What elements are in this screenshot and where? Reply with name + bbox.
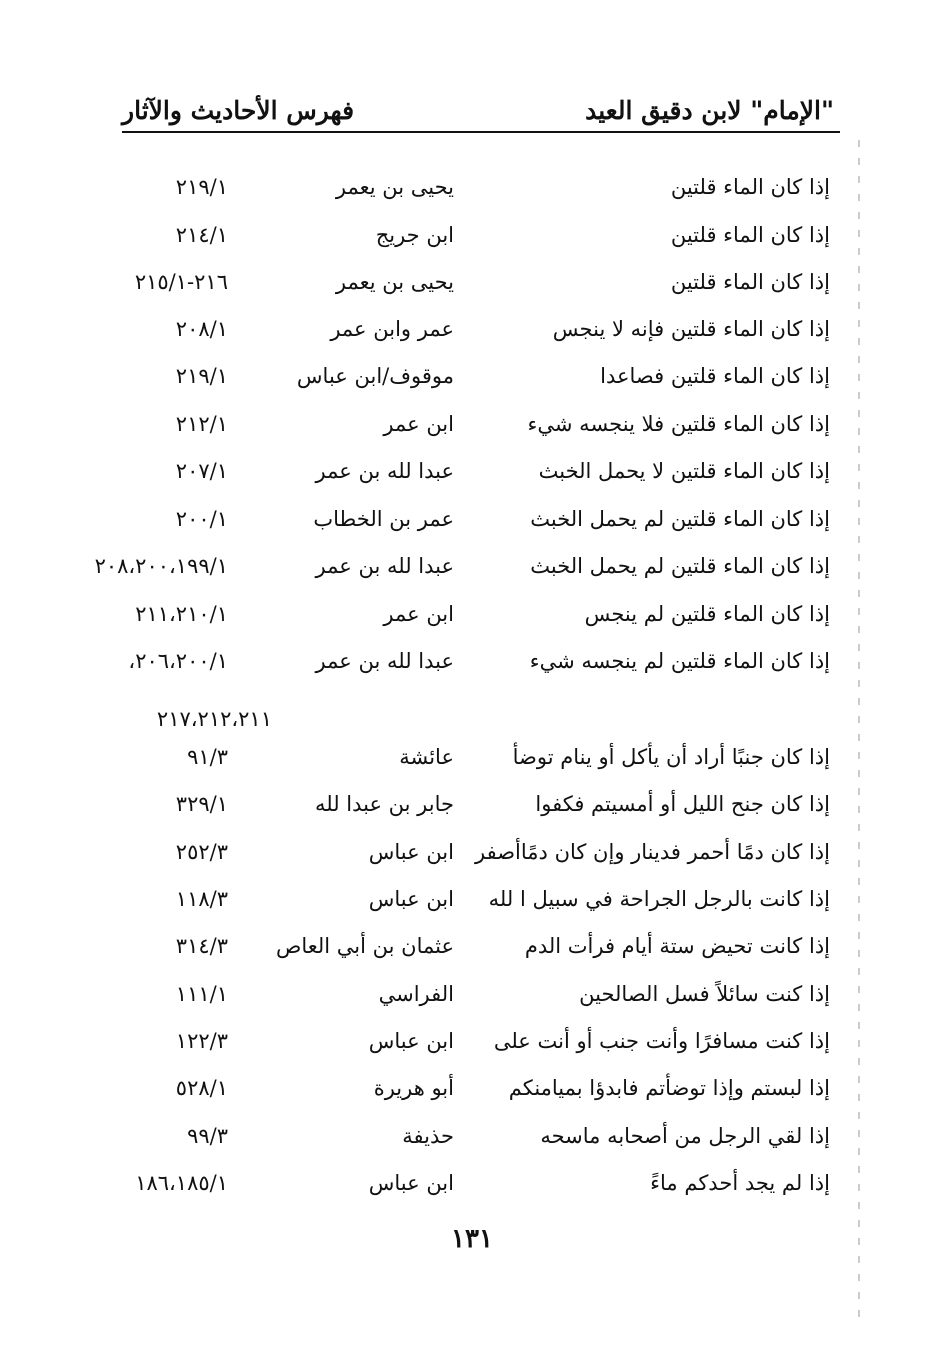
hadith-text: إذا كانت بالرجل الجراحة في سبيل ا لله: [488, 887, 830, 911]
narrator: ابن جريج: [375, 223, 454, 247]
hadith-text: إذا كان الماء قلتين فإنه لا ينجس: [552, 317, 830, 341]
index-row: [0, 788, 944, 820]
index-row: [0, 1025, 944, 1057]
hadith-text: إذا كان الماء قلتين: [670, 175, 830, 199]
index-row: [0, 266, 944, 298]
volume-page-ref: ٩٩/٣: [187, 1124, 228, 1148]
hadith-text: إذا كان الماء قلتين لم ينجس: [584, 602, 830, 626]
index-row: [0, 219, 944, 251]
hadith-text: إذا كان جنبًا أراد أن يأكل أو ينام توضأ: [512, 745, 830, 769]
volume-page-ref: ٢٥٢/٣: [175, 840, 228, 864]
hadith-text: إذا كانت تحيض ستة أيام فرأت الدم: [524, 934, 830, 958]
volume-page-ref: ٢١٤/١: [175, 223, 228, 247]
narrator: ابن عباس: [368, 1029, 454, 1053]
running-header-book-title: "الإمام" لابن دقيق العيد: [585, 96, 834, 125]
narrator: عبدا لله بن عمر: [315, 459, 454, 483]
narrator: عثمان بن أبي العاص: [275, 934, 454, 958]
running-header-section-title: فهرس الأحاديث والآثار: [122, 96, 355, 125]
hadith-text: إذا كان الماء قلتين فصاعدا: [600, 364, 830, 388]
volume-page-ref: ٢١٩/١: [175, 364, 228, 388]
volume-page-ref: ١٢٢/٣: [175, 1029, 228, 1053]
index-row: [0, 171, 944, 203]
index-row: [0, 598, 944, 630]
volume-page-ref: ٢٠٠/١: [175, 507, 228, 531]
index-row: [0, 978, 944, 1010]
index-row: [0, 883, 944, 915]
index-row: [0, 1120, 944, 1152]
narrator: أبو هريرة: [373, 1076, 454, 1100]
narrator: يحيى بن يعمر: [335, 175, 454, 199]
narrator: جابر بن عبدا لله: [314, 792, 454, 816]
hadith-text: إذا لبستم وإذا توضأتم فابدؤا بميامنكم: [508, 1076, 830, 1100]
narrator: ابن عباس: [368, 840, 454, 864]
volume-page-ref: ٢١٩/١: [175, 175, 228, 199]
narrator: ابن عباس: [368, 1171, 454, 1195]
index-row: [0, 645, 944, 677]
volume-page-ref: ٢٠٦،٢٠٠/١،: [128, 649, 228, 673]
hadith-text: إذا كان الماء قلتين: [670, 270, 830, 294]
index-row: [0, 1072, 944, 1104]
narrator: موقوف/ابن عباس: [296, 364, 454, 388]
volume-page-ref: ١١١/١: [175, 982, 228, 1006]
volume-page-ref-continuation: ٢١٧،٢١٢،٢١١: [156, 707, 272, 731]
narrator: ابن عمر: [383, 412, 454, 436]
page-number: ١٣١: [451, 1224, 493, 1254]
index-row: [0, 503, 944, 535]
narrator: ابن عباس: [368, 887, 454, 911]
header-divider: [122, 131, 840, 133]
hadith-text: إذا كان الماء قلتين لم يحمل الخبث: [530, 554, 830, 578]
volume-page-ref: ٢٠٧/١: [175, 459, 228, 483]
hadith-text: إذا كان الماء قلتين لم يحمل الخبث: [530, 507, 830, 531]
volume-page-ref: ٢١١،٢١٠/١: [135, 602, 228, 626]
index-row: [0, 360, 944, 392]
volume-page-ref: ٢٠٨/١: [175, 317, 228, 341]
volume-page-ref: ٩١/٣: [187, 745, 228, 769]
hadith-text: إذا كنت مسافرًا وأنت جنب أو أنت على: [493, 1029, 830, 1053]
index-row: [0, 1167, 944, 1199]
hadith-text: إذا لم يجد أحدكم ماءً: [650, 1171, 830, 1195]
volume-page-ref: ٣٢٩/١: [175, 792, 228, 816]
volume-page-ref: ٢٠٨،٢٠٠،١٩٩/١: [94, 554, 228, 578]
index-row: [0, 741, 944, 773]
narrator: عمر وابن عمر: [330, 317, 454, 341]
volume-page-ref: ٥٢٨/١: [175, 1076, 228, 1100]
hadith-text: إذا كان دمًا أحمر فدينار وإن كان دمًاأصفر: [475, 840, 830, 864]
index-row: [0, 313, 944, 345]
volume-page-ref: ١١٨/٣: [175, 887, 228, 911]
hadith-text: إذا كان الماء قلتين: [670, 223, 830, 247]
index-row: [0, 550, 944, 582]
index-row: [0, 455, 944, 487]
hadith-text: إذا لقي الرجل من أصحابه ماسحه: [540, 1124, 830, 1148]
narrator: عائشة: [399, 745, 454, 769]
narrator: ابن عمر: [383, 602, 454, 626]
index-row: [0, 930, 944, 962]
narrator: عبدا لله بن عمر: [315, 649, 454, 673]
index-row: [0, 836, 944, 868]
hadith-text: إذا كنت سائلاً فسل الصالحين: [579, 982, 830, 1006]
volume-page-ref: ٢١٢/١: [175, 412, 228, 436]
volume-page-ref: ١٨٦،١٨٥/١: [135, 1171, 228, 1195]
narrator: الفراسي: [378, 982, 454, 1006]
volume-page-ref: ٣١٤/٣: [175, 934, 228, 958]
narrator: حذيفة: [402, 1124, 454, 1148]
narrator: عبدا لله بن عمر: [315, 554, 454, 578]
hadith-text: إذا كان الماء قلتين فلا ينجسه شيء: [527, 412, 830, 436]
narrator: عمر بن الخطاب: [313, 507, 454, 531]
volume-page-ref: ٢١٦-٢١٥/١: [134, 270, 228, 294]
hadith-text: إذا كان الماء قلتين لم ينجسه شيء: [529, 649, 830, 673]
hadith-text: إذا كان جنح الليل أو أمسيتم فكفوا: [535, 792, 830, 816]
hadith-text: إذا كان الماء قلتين لا يحمل الخبث: [538, 459, 830, 483]
narrator: يحيى بن يعمر: [335, 270, 454, 294]
index-row: [0, 408, 944, 440]
